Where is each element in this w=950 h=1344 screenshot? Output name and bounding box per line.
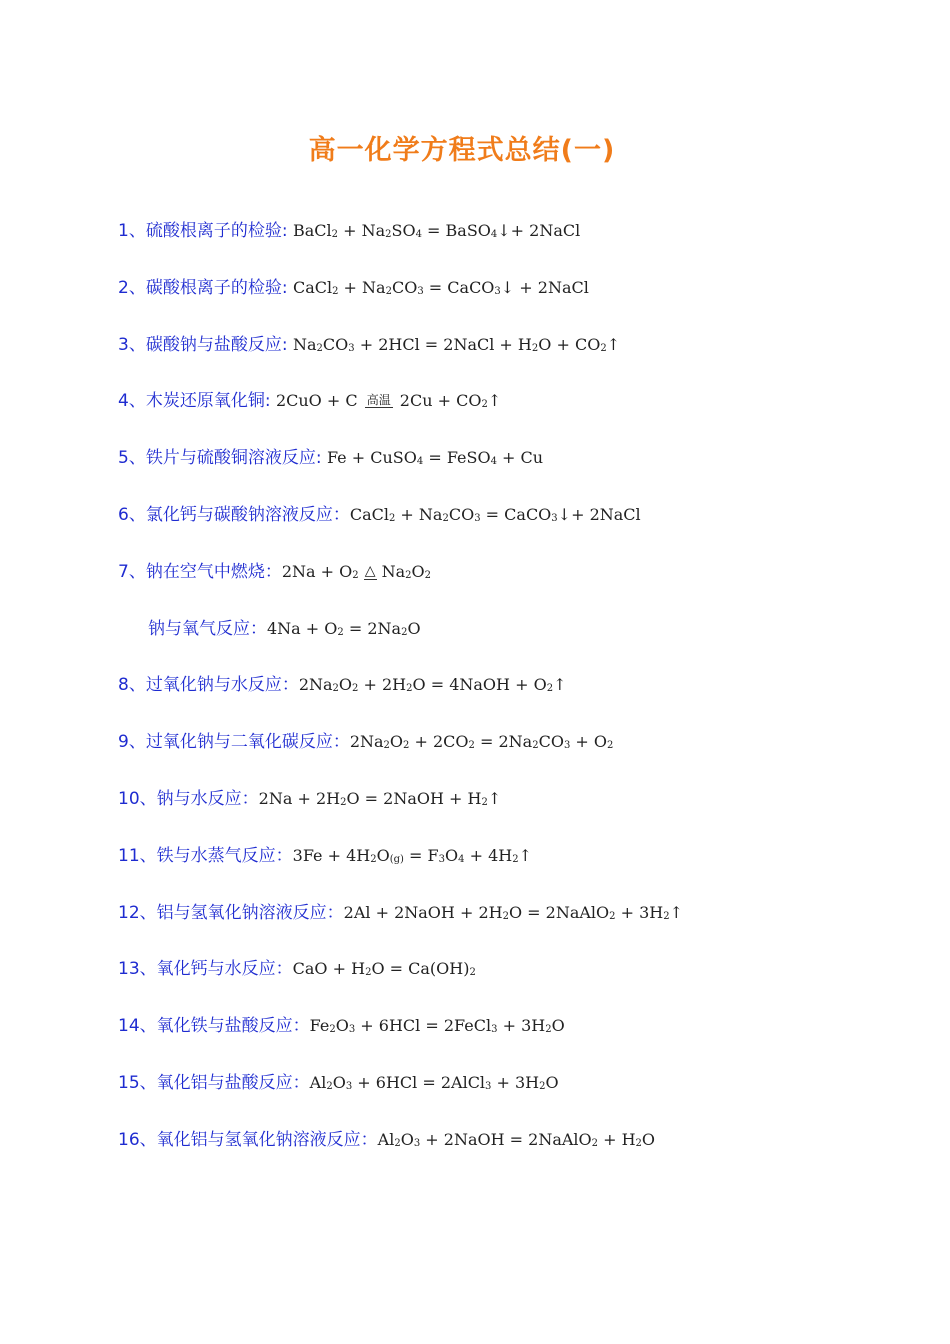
equation-label: 14、氧化铁与盐酸反应： — [118, 1016, 310, 1036]
equation-item — [118, 446, 543, 470]
equation-label: 1、硫酸根离子的检验: — [118, 221, 293, 241]
equation-item — [118, 1014, 565, 1038]
equation-label: 12、铝与氢氧化钠溶液反应： — [118, 903, 344, 923]
chemical-equation: CaCl$_2$ + $Na_2CO_3$ = CaCO$_3$↓ + 2NaCl — [292, 278, 589, 297]
equation-item — [118, 844, 532, 868]
equation-label: 10、钠与水反应： — [118, 789, 259, 809]
equation-item — [118, 276, 589, 300]
chemical-equation: $Al_2O_3$ + 2NaOH = 2NaAlO$_2$ + $H_2O$ — [377, 1130, 656, 1149]
equation-item — [118, 503, 641, 527]
equation-label: 8、过氧化钠与水反应： — [118, 675, 299, 695]
equation-item — [118, 957, 476, 981]
equation-item — [148, 617, 421, 641]
equation-item — [118, 389, 501, 413]
page-title: 高一化学方程式总结(一) — [308, 135, 616, 166]
equation-label: 3、碳酸钠与盐酸反应: — [118, 335, 293, 355]
equation-label: 13、氧化钙与水反应： — [118, 959, 293, 979]
chemical-equation: $2Na + 2H_2O$ = 2NaOH + $H_2↑$ — [258, 789, 502, 808]
chemical-equation: $Fe_2O_3 + 6HCl$ = 2FeCl$_3$ + $3H_2O$ — [309, 1016, 565, 1035]
equation-item — [118, 333, 620, 357]
equation-item — [118, 1071, 559, 1095]
equation-label: 4、木炭还原氧化铜: — [118, 391, 276, 411]
chemical-equation: $2Na + O_2$ △ $Na_2O_2$ — [281, 562, 431, 581]
equation-item — [118, 787, 501, 811]
equation-label: 9、过氧化钠与二氧化碳反应： — [118, 732, 350, 752]
equation-item — [118, 730, 613, 754]
chemical-equation: $3Fe + 4H_2O_{(g)} = F_3O_4$ + $4H_2↑$ — [292, 846, 533, 865]
equation-label: 钠与氧气反应： — [148, 619, 267, 639]
chemical-equation: $2Na_2O_2 + 2H_2O$ = 4NaOH + $O_2↑$ — [298, 675, 567, 694]
equation-label: 11、铁与水蒸气反应： — [118, 846, 293, 866]
equation-label: 6、氯化钙与碳酸钠溶液反应： — [118, 505, 350, 525]
chemical-equation: BaCl$_2$ + $Na_2SO_4$ = BaSO$_4$↓+ 2NaCl — [292, 221, 581, 240]
equation-label: 2、碳酸根离子的检验: — [118, 278, 293, 298]
chemical-equation: CaO + $H_2O = Ca(OH)_2$ — [292, 959, 476, 978]
chemical-equation: $4Na + O_2 = 2Na_2O$ — [267, 619, 421, 638]
equation-item — [118, 901, 683, 925]
chemical-equation: 2CuO + C 高温 $2Cu + CO_2↑$ — [275, 391, 502, 410]
chemical-equation: $Na_2CO_3 + 2HCl$ = 2NaCl + $H_2O$ + $CO_2↑$ — [292, 335, 621, 354]
equation-item — [118, 1128, 655, 1152]
chemical-equation: $Al_2O_3 + 6HCl$ = 2AlCl$_3$ + $3H_2O$ — [309, 1073, 559, 1092]
equation-label: 5、铁片与硫酸铜溶液反应: — [118, 448, 327, 468]
equation-item — [118, 219, 580, 243]
chemical-equation: 2Al + 2NaOH + $2H_2O$ = 2NaAlO$_2$ + $3H_2↑$ — [343, 903, 684, 922]
equation-label: 16、氧化铝与氢氧化钠溶液反应： — [118, 1130, 378, 1150]
equation-item — [118, 673, 566, 697]
equation-label: 7、钠在空气中燃烧： — [118, 562, 282, 582]
chemical-equation: $2Na_2O_2 + 2CO_2 = 2Na_2CO_3 + O_2$ — [349, 732, 614, 751]
equation-label: 15、氧化铝与盐酸反应： — [118, 1073, 310, 1093]
equation-item — [118, 560, 431, 584]
chemical-equation: Fe + CuSO$_4$ = FeSO$_4$ + Cu — [326, 448, 544, 467]
chemical-equation: CaCl$_2$ + $Na_2CO_3$ = CaCO$_3$↓+ 2NaCl — [349, 505, 641, 524]
